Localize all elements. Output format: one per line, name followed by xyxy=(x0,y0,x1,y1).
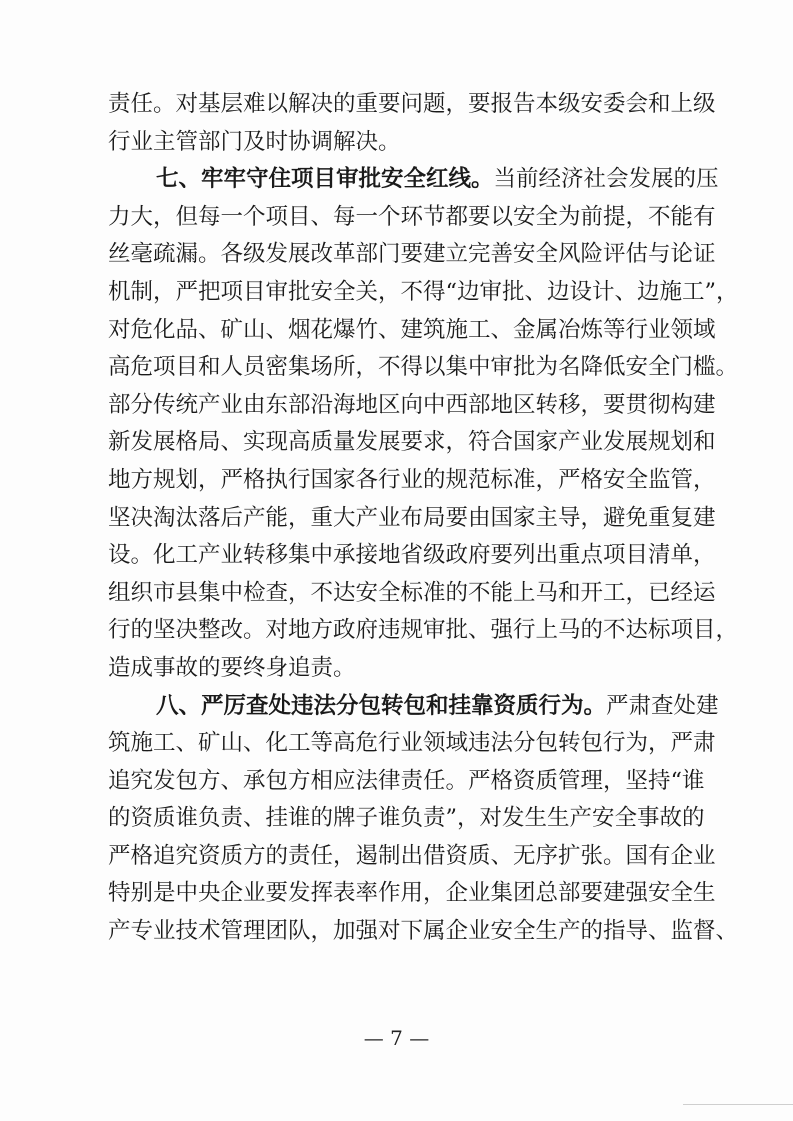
text-run: 严肃查处建 xyxy=(606,692,719,719)
text-line: 造成事故的要终身追责。 xyxy=(108,654,356,681)
text-line: 高危项目和人员密集场所，不得以集中审批为名降低安全门槛。 xyxy=(108,354,739,381)
text-line: 严格追究资质方的责任，遏制出借资质、无序扩张。国有企业 xyxy=(108,842,716,869)
text-run: 当前经济社会发展的压 xyxy=(493,166,719,193)
scan-edge-line xyxy=(683,1104,793,1105)
body-text xyxy=(108,86,739,951)
text-line: 的资质谁负责、挂谁的牌子谁负责”，对发生生产安全事故的 xyxy=(108,805,705,832)
text-line: 地方规划，严格执行国家各行业的规范标准，严格安全监管， xyxy=(108,466,716,493)
text-line: 部分传统产业由东部沿海地区向中西部地区转移，要贯彻构建 xyxy=(108,391,716,418)
text-line: 行的坚决整改。对地方政府违规审批、强行上马的不达标项目， xyxy=(108,617,739,644)
text-line: 新发展格局、实现高质量发展要求，符合国家产业发展规划和 xyxy=(108,429,716,456)
text-line: 责任。对基层难以解决的重要问题，要报告本级安委会和上级 xyxy=(108,91,716,117)
text-line: 追究发包方、承包方相应法律责任。严格资质管理，坚持“谁 xyxy=(108,767,705,794)
section-heading-seven: 七、牢牢守住项目审批安全红线。 xyxy=(156,166,494,193)
text-line: 丝毫疏漏。各级发展改革部门要建立完善安全风险评估与论证 xyxy=(108,241,716,268)
page-number: — 7 — xyxy=(363,1026,430,1050)
text-line: 筑施工、矿山、化工等高危行业领域违法分包转包行为，严肃 xyxy=(108,730,716,757)
text-line: 特别是中央企业要发挥表率作用，企业集团总部要建强安全生 xyxy=(108,880,716,907)
section-heading-eight: 八、严厉查处违法分包转包和挂靠资质行为。 xyxy=(156,692,607,719)
text-line: 产专业技术管理团队，加强对下属企业安全生产的指导、监督、 xyxy=(108,918,739,945)
text-line: 坚决淘汰落后产能，重大产业布局要由国家主导，避免重复建 xyxy=(108,504,716,531)
text-line: 组织市县集中检查，不达安全标准的不能上马和开工，已经运 xyxy=(108,579,716,606)
text-line: 行业主管部门及时协调解决。 xyxy=(108,128,401,155)
text-line: 机制，严把项目审批安全关，不得“边审批、边设计、边施工”， xyxy=(108,278,739,305)
section-eight-first-line xyxy=(108,688,719,726)
text-line: 设。化工产业转移集中承接地省级政府要列出重点项目清单， xyxy=(108,542,716,569)
section-seven-first-line xyxy=(108,161,719,199)
text-line: 力大，但每一个项目、每一个环节都要以安全为前提，不能有 xyxy=(108,203,716,230)
text-line: 对危化品、矿山、烟花爆竹、建筑施工、金属冶炼等行业领域 xyxy=(108,316,716,343)
